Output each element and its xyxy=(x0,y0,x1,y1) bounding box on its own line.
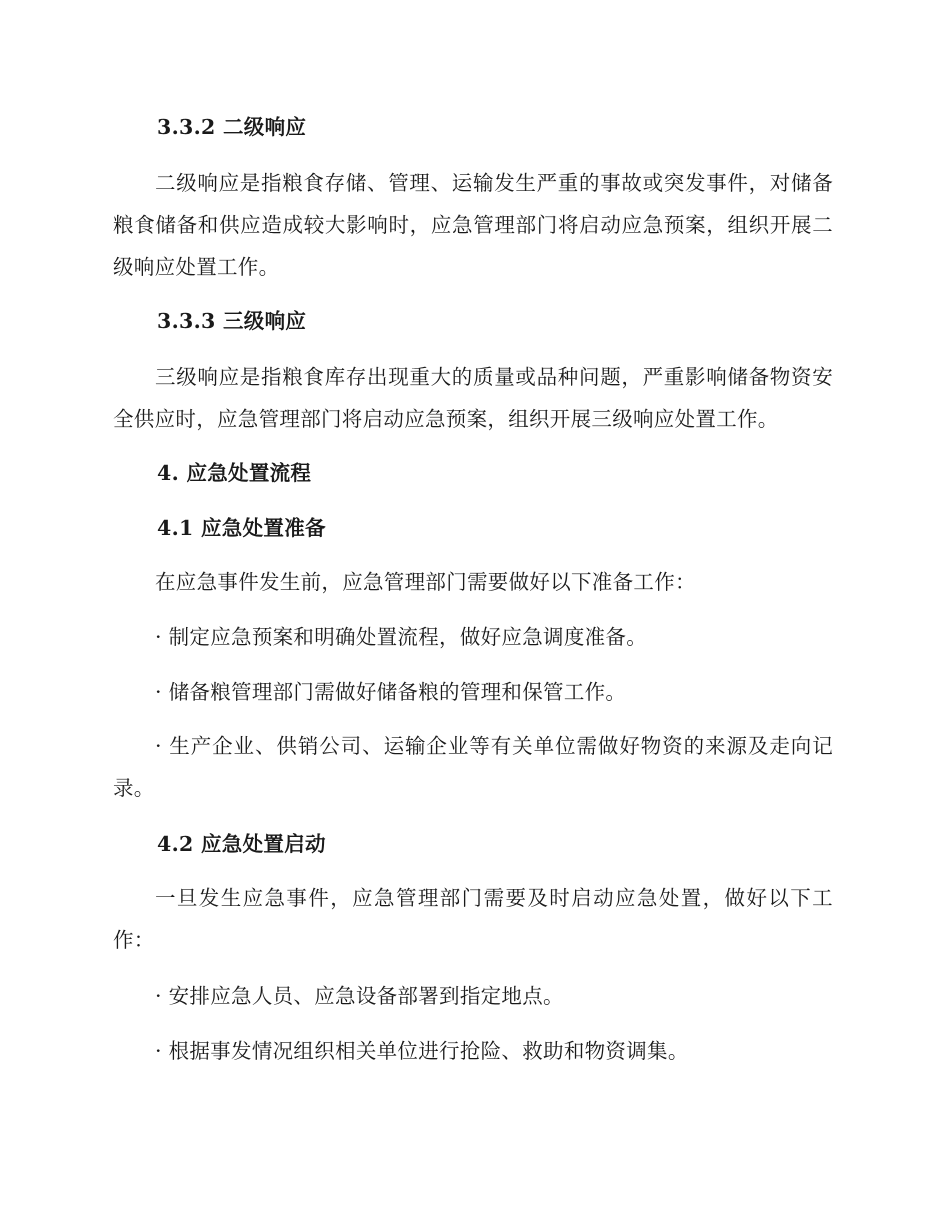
section-heading-4-2: 4.2 应急处置启动 xyxy=(157,832,326,856)
paragraph-preparation-intro: 在应急事件发生前，应急管理部门需要做好以下准备工作： xyxy=(155,570,696,594)
paragraph-level-3-response: 三级响应是指粮食库存出现重大的质量或品种问题，严重影响储备物资安全供应时，应急管理部门将启动应急预案，组织开展三级响应处置工作。 xyxy=(113,365,833,431)
bullet-item: · 根据事发情况组织相关单位进行抢险、救助和物资调集。 xyxy=(155,1039,689,1063)
section-heading-3-3-2: 3.3.2 二级响应 xyxy=(157,115,307,139)
section-heading-4-1: 4.1 应急处置准备 xyxy=(157,516,326,540)
bullet-item: · 制定应急预案和明确处置流程，做好应急调度准备。 xyxy=(155,625,648,649)
section-heading-4: 4. 应急处置流程 xyxy=(157,461,312,485)
bullet-item: · 生产企业、供销公司、运输企业等有关单位需做好物资的来源及走向记录。 xyxy=(113,734,833,800)
section-heading-3-3-3: 3.3.3 三级响应 xyxy=(157,309,307,333)
bullet-item: · 安排应急人员、应急设备部署到指定地点。 xyxy=(155,984,564,1008)
paragraph-activation-intro: 一旦发生应急事件，应急管理部门需要及时启动应急处置，做好以下工作： xyxy=(113,886,833,952)
bullet-item: · 储备粮管理部门需做好储备粮的管理和保管工作。 xyxy=(155,680,627,704)
paragraph-level-2-response: 二级响应是指粮食存储、管理、运输发生严重的事故或突发事件，对储备粮食储备和供应造成较大影响时，应急管理部门将启动应急预案，组织开展二级响应处置工作。 xyxy=(113,171,833,279)
